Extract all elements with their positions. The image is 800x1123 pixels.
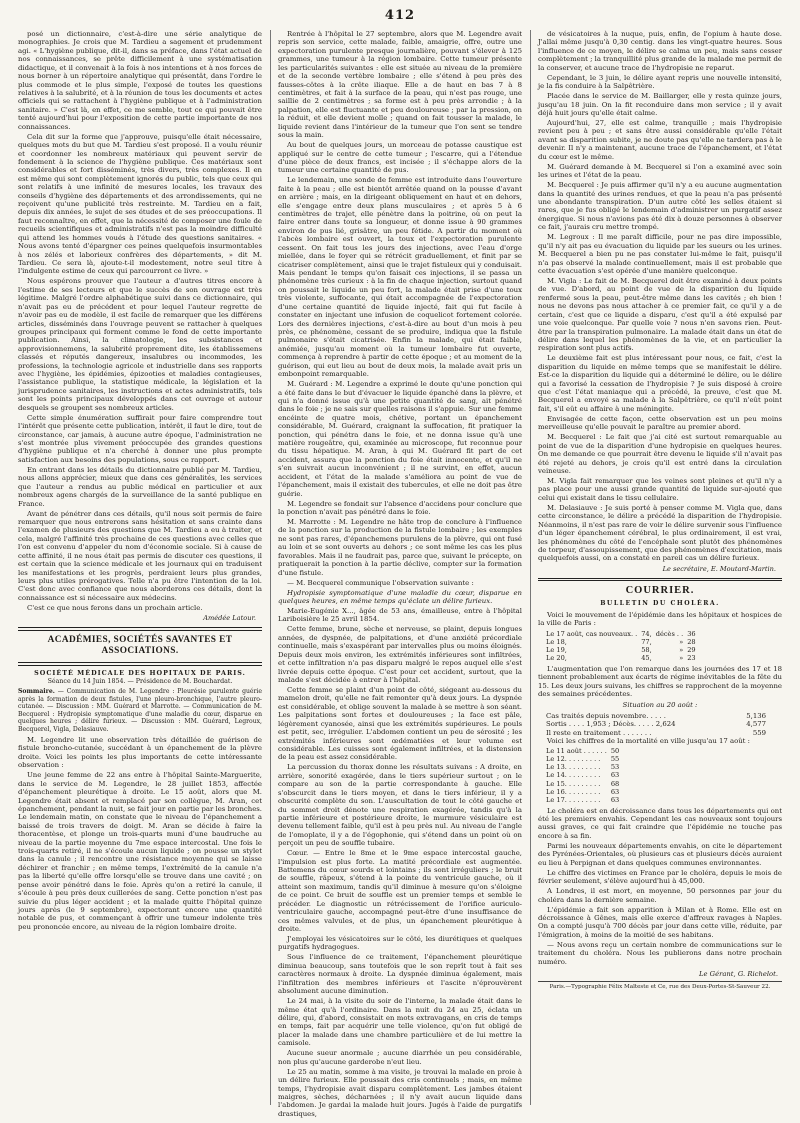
table-row bbox=[546, 780, 623, 788]
paragraph: Parmi les nouveaux départements envahis, on cite le département des Pyrénées-Orientales, où plusieurs cas et plusieurs décès auraient eu lieu à Perpignan et dans quelques communes environnantes. bbox=[538, 841, 782, 867]
situation-value: 559 bbox=[752, 728, 766, 737]
paragraph: Avant de pénétrer dans ces détails, qu'il nous soit permis de faire remarquer que nous entrerons sans hésitation et sans crainte dans l'examen de plusieurs des questions que M. Tardieu a eu à traiter, et cela, malgré l'affinité très prochaine de ces questions avec celles que l'on est convenu d'appeler du nom d'économie sociale. Si à cause de cette affinité, il ne nous était pas permis de discuter ces questions, il est certain que la science médicale et les journaux qui en traduisent les manifestations et les progrès, perdraient leurs plus grandes, leurs plus utiles prérogatives. Telle n'a pu être l'intention de la loi. C'est donc avec confiance que nous aborderons ces détails, dont la connaissance est si nécessaire aux médecins. bbox=[18, 509, 262, 602]
paragraph: Aujourd'hui, 27, elle est calme, tranquille ; mais l'hydropisie revient peu à peu ; et sans être aussi considérable qu'elle l'était avant sa disparition subite, je ne doute pas qu'elle ne tardera pas à le devenir. Il n'y a maintenant, aucune trace de l'épanchement, et l'état du cœur est le même. bbox=[538, 119, 782, 161]
table-cell: 58, bbox=[641, 645, 652, 654]
paragraph: J'employai les vésicatoires sur le côté, les diurétiques et quelques purgatifs hydragogues. bbox=[278, 935, 522, 952]
paragraph: Nous espérons prouver que l'auteur a d'autres titres encore à l'estime de ses lecteurs et que le succès de son ouvrage est très légitime. Malgré l'ordre alphabétique suivi dans ce dictionnaire, qui n'avait pas eu de précédent et pour lequel l'auteur regrette de n'avoir pas eu de modèle, il est facile de remarquer que les différens articles, disséminés dans l'ouvrage peuvent se rattacher à quelques groupes principaux qui forment comme le fond de cette importante publication. Ainsi, la climatologie, les subsistances et approvisionnemens, la salubrité proprement dite, les établissemens classés et réputés dangereux, insalubres ou incommodes, les professions, la technologie agricole et industrielle dans ses rapports avec l'hygiène, les épidémies, épizooties et maladies contagieuses, l'assistance publique, la statistique médicale, la législation et la jurisprudence sanitaires, les instructions et actes administratifs, tels sont les points principaux développés dans cet ouvrage et autour desquels se groupent ses nombreux articles. bbox=[18, 277, 262, 412]
article-author: Amédée Latour. bbox=[203, 614, 256, 623]
courrier-rule bbox=[538, 578, 782, 582]
gerant-signature: Le Gérant, G. Richelot. bbox=[698, 970, 778, 979]
table-cell: 68 bbox=[610, 779, 620, 788]
courrier-title: COURRIER. bbox=[625, 585, 695, 597]
paragraph: M. Legroux : Il me paraît difficile, pour ne pas dire impossible, qu'il n'y ait pas eu évacuation du liquide par les sueurs ou les urines. M. Becquerel a bien pu ne pas constater lui-même le fait, puisqu'il n'a pas observé la malade continuellement, mais il est probable que cette évacuation s'est opérée d'une manière quelconque. bbox=[538, 233, 782, 275]
situation-label: Sortis . . . . 1,953 ; Décès. . . . . 2,624 bbox=[546, 720, 676, 729]
society-name: SOCIÉTÉ MÉDICALE DES HOPITAUX DE PARIS. bbox=[34, 668, 246, 677]
table-cell: 63 bbox=[610, 787, 620, 796]
table-row bbox=[546, 796, 623, 804]
paragraph: Le 24 mai, à la visite du soir de l'interne, la malade était dans le même état qu'à l'ordinaire. Dans la nuit du 24 au 25, éclata un délire, qui, d'abord, consistait en mots extravagans, en cris de temps en temps, fait par acquérir une telle violence, qu'on fut obligé de placer la malade dans une chambre particulière et de lui mettre la camisole. bbox=[278, 997, 522, 1048]
sommaire bbox=[18, 688, 262, 733]
situation-title: Situation au 20 août : bbox=[622, 701, 698, 710]
paragraph: M. Legendre se fondait sur l'absence d'accidens pour conclure que la ponction n'avait pas pénétré dans le foie. bbox=[278, 499, 522, 516]
table-cell: » bbox=[679, 645, 684, 654]
printer-line: Paris.—Typographie Félix Malteste et Ce, rue des Deux-Portes-St-Sauveur 22. bbox=[538, 981, 782, 991]
table-row bbox=[546, 755, 623, 763]
column-3-discussion bbox=[538, 30, 782, 563]
table-cell: » bbox=[679, 653, 684, 662]
table-cell: 55 bbox=[610, 755, 620, 764]
table-cell: Le 17. . . . . . . . . bbox=[546, 795, 601, 804]
paragraph: de vésicatoires à la nuque, puis, enfin, de l'opium à haute dose. J'allai même jusqu'à 0,30 centig. dans les vingt-quatre heures. Sous l'influence de ce moyen, le délire se calma un peu, mais sans cesser complètement ; la tranquillité plus grande de la malade me permit de la conserver, et aucune trace de l'hydropisie ne reparut. bbox=[538, 30, 782, 72]
table-cell: Le 18, bbox=[546, 637, 567, 646]
academies-title: ACADÉMIES, SOCIÉTÉS SAVANTES ET ASSOCIATIONS. bbox=[47, 634, 233, 657]
paragraph: Une jeune femme de 22 ans entre à l'hôpital Sainte-Marguerite, dans le service de M. Legendre, le 28 juillet 1853, affectée d'épanchement pleurétique à droite. Le 15 août, alors que M. Legendre était absent et remplacé par son collègue, M. Aran, cet épanchement, pendant la nuit, se fait jour en partie par les bronches. Le lendemain matin, on constate que le niveau de l'épanchement a baissé de trois travers de doigt. M. Aran se décide à faire la thoracentèse, et plonge un trois-quarts muni d'une baudruche au niveau de la partie moyenne du 7me espace intercostal. Une fois le trois-quarts retiré, il ne s'écoule aucun liquide ; on pousse un stylet dans la canule ; il rencontre une résistance moyenne qui se laisse déchirer et franchir ; en même temps, l'extrémité de la canule n'a pas la liberté qu'elle offre lorsqu'elle se trouve dans une cavité ; on pense avoir pénétré dans le foie. Après qu'on a retiré la canule, il s'écoule à peu près deux cuillerées de sang. Cette ponction n'est pas suivie du plus léger accident ; et la malade quitte l'hôpital quinze jours après (le 9 septembre), expectorant encore une quantité notable de pus, et commençant à offrir une tumeur indolente très peu prononcée encore, au niveau de la région lombaire droite. bbox=[18, 771, 262, 931]
paragraph: Cœur. — Entre le 8me et le 9me espace intercostal gauche, l'impulsion est plus forte. La matité précordiale est augmentée. Battemens du cœur sourds et lointains ; ils sont irréguliers ; le bruit de souffle, râpeux, s'étend à la pointe du ventricule gauche, où il atteint son maximum, tandis qu'il diminue à mesure qu'on s'éloigne de ce point. Ce bruit de souffle est un premier temps et semble le précéder. Le diagnostic un rétrécissement de l'orifice auriculo-ventriculaire gauche, accompagné peut-être d'une insuffisance de ces mêmes valvules, et de plus, un épanchement pleurétique à droite. bbox=[278, 849, 522, 933]
paragraph: M. Guérard demande à M. Becquerel si l'on a examiné avec soin les urines et l'état de la peau. bbox=[538, 162, 782, 180]
situation-row bbox=[546, 720, 766, 728]
paragraph: Marie-Eugénie X..., âgée de 53 ans, émailleuse, entre à l'hôpital Lariboisière le 25 avril 1854. bbox=[278, 607, 522, 624]
table-cell: 28 bbox=[687, 637, 696, 646]
paragraph: En entrant dans les détails du dictionnaire publié par M. Tardieu, nous allons apprécier, mieux que dans ces généralités, les services que l'auteur a rendus au public médical en particulier et aux nombreux agens chargés de la surveillance de la santé publique en France. bbox=[18, 465, 262, 508]
section-rule bbox=[18, 627, 262, 631]
table-row bbox=[546, 630, 700, 638]
column-1 bbox=[18, 30, 262, 1105]
paragraph: M. Becquerel : Je puis affirmer qu'il n'y a eu aucune augmentation dans la quantité des urines rendues, et que la peau n'a pas présenté une abondante transpiration. D'un autre côté les selles étaient si rares, que je fus obligé le lendemain d'administrer un purgatif assez énergique. Si nous n'avions pas été dix à douze personnes à observer ce fait, j'aurais cru mettre trompé. bbox=[538, 181, 782, 232]
table-cell: 53 bbox=[610, 763, 620, 772]
observation-title: Hydropisie symptomatique d'une maladie du cœur, disparue en quelques heures, en même temps qu'éclate un délire furieux. bbox=[278, 588, 522, 605]
paragraph: Aucune sueur anormale ; aucune diarrhée un peu considérable, non plus qu'aucune garderobe n'eut lieu. bbox=[278, 1049, 522, 1066]
city-mortality-table bbox=[546, 747, 623, 803]
paragraph: M. Vigla : Le fait de M. Becquerel doit être examiné à deux points de vue. D'abord, au point de vue de la disparition du liquide renfermé sous la peau, peut-être même dans les cavités ; eh bien ! nous ne devons pas nous attacher à ce premier fait, ce qu'il y a de certain, c'est que ce liquide a disparu, c'est qu'il a été expulsé par une voie quelconque. Par quelle voie ? nous n'en savons rien. Peut-être par la transpiration pulmonaire. La malade était dans un état de délire dans lequel les phénomènes de la vie, et en particulier la respiration sont plus actifs. bbox=[538, 276, 782, 353]
paragraph: Le lendemain, une sonde de femme est introduite dans l'ouverture faite à la peau ; elle est bientôt arrêtée quand on la pousse d'avant en arrière ; mais, en la dirigeant obliquement en haut et en dehors, elle s'engage entre deux plans musculaires ; et après 5 à 6 centimètres de trajet, elle pénètre dans la poitrine, où on peut la faire entrer dans toute sa longueur, et donne issue à 90 grammes environ de pus lié, grisâtre, un peu fétide. A partir du moment où l'abcès lombaire est ouvert, la toux et l'expectoration purulente cessent. On fait tous les jours des injections, avec l'eau d'orge miellée, dans le foyer qui se rétrécit graduellement, et finit par se cicatriser complètement, ainsi que le trajet fistuleux qui y conduisait. Mais pendant le temps qu'on faisait ces injections, il se passa un phénomène très curieux : à la fin de chaque injection, surtout quand on poussait le liquide un peu fort, la malade était prise d'une toux très violente, suffocante, qui était accompagnée de l'expectoration d'une certaine quantité de liquide injecté, fait qui fut facile à constater en injectant une infusion de coquelicot fortement colorée. Lors des dernières injections, c'est-à-dire au bout d'un mois à peu près, ce phénomène, cessant de se produire, indiqua que la fistule pulmonaire s'était cicatrisée. Enfin la malade, qui était faible, anémiée, jusqu'au moment où la tumeur lombaire fut ouverte, commença à reprendre à partir de cette époque ; et au moment de la guérison, qui eut lieu au bout de deux mois, la malade avait pris un embonpoint remarquable. bbox=[278, 176, 522, 379]
paragraph: posé un dictionnaire, c'est-à-dire une série analytique de monographies. Je crois que M. Tardieu a sagement et prudemment agi. « L'hygiène publique, dit-il, dans sa préface, dans l'état actuel de nos connaissances, se prête difficilement à une systématisation didactique, et il convenait à la fois à nos intentions et à nos forces de nous borner à un répertoire analytique qui présentât, dans l'ordre le plus commode et le plus simple, l'exposé de toutes les questions relatives à la salubrité, et à la réunion de tous les documents et actes officiels qui se rattachent à l'hygiène publique et à l'administration sanitaire. » C'est là, en effet, ce me semble, tout ce qui pouvait être tenté aujourd'hui pour l'exposition de cette partie importante de nos connaissances. bbox=[18, 30, 262, 131]
paragraph: M. Becquerel : Le fait que j'ai cité est surtout remarquable au point de vue de la disparition d'une hydropisie en quelques heures. On me demande ce que pourrait être devenu le liquide s'il n'avait pas été rejeté au dehors, je crois qu'il est entré dans la circulation veineuse. bbox=[538, 433, 782, 476]
column-3 bbox=[530, 30, 782, 1105]
table-row bbox=[546, 763, 623, 771]
table-row bbox=[546, 646, 700, 654]
table-cell: Le 17 août, cas nouveaux. . bbox=[546, 629, 638, 638]
paragraph: Cependant, le 3 juin, le délire ayant repris une nouvelle intensité, je la fis conduire à la Salpêtrière. bbox=[538, 73, 782, 91]
paragraph: M. Delasiauve : Je suis porté à penser comme M. Vigla que, dans cette circonstance, le délire a précédé la disparition de l'hydropisie. Néanmoins, il n'est pas rare de voir le délire survenir sous l'influence d'un léger épanchement cérébral, le plus ordinairement, il est vrai, les phénomènes du côté de l'encéphale sont plutôt des phénomènes de torpeur, d'assoupissement, que des phénomènes d'excitation, mais quelquefois aussi, on a constaté en pareil cas un délire furieux. bbox=[538, 503, 783, 563]
situation-row bbox=[546, 729, 766, 737]
situation-row bbox=[546, 712, 766, 720]
city-mortality-intro: Voici les chiffres de la mortalité en ville jusqu'au 17 août : bbox=[547, 736, 750, 745]
table-cell: Le 20, bbox=[546, 653, 567, 662]
paragraph: Placée dans le service de M. Baillarger, elle y resta quinze jours, jusqu'au 18 juin. On la fit reconduire dans mon service ; il y avait déjà huit jours qu'elle était calme. bbox=[538, 92, 782, 117]
paragraph: — Nous avons reçu un certain nombre de communications sur le traitement du choléra. Nous les publierons dans notre prochain numéro. bbox=[538, 940, 782, 966]
bulletin-intro: Voici le mouvement de l'épidémie dans les hôpitaux et hospices de la ville de Paris : bbox=[538, 610, 782, 628]
paragraph: L'épidémie a fait son apparition à Milan et à Rome. Elle est en décroissance à Gênes, mais elle exerce d'affreux ravages à Naples. On a compté jusqu'à 700 décès par jour dans cette ville, réduite, par l'émigration, à moins de la moitié de ses habitans. bbox=[538, 905, 782, 939]
paragraph: Le deuxième fait est plus intéressant pour nous, ce fait, c'est la disparition du liquide en même temps que se manifestait le délire. Est-ce la disparition du liquide qui a déterminé le délire, ou le délire qui a favorisé la cessation de l'hydropisie ? Je suis disposé à croire que c'est l'état maniaque qui a précédé, la preuve, c'est que M. Becquerel a envoyé sa malade à la Salpêtrière, ce qu'il n'eût point fait, s'il eût eu affaire à une méningite. bbox=[538, 354, 782, 413]
table-cell: Le 16. . . . . . . . . bbox=[546, 787, 601, 796]
bulletin-title: BULLETIN DU CHOLÉRA. bbox=[600, 600, 720, 608]
bulletin-notes bbox=[538, 807, 782, 967]
table-cell: 50 bbox=[610, 747, 620, 756]
situation-value: 4,577 bbox=[746, 720, 766, 729]
column-2-article bbox=[278, 30, 522, 587]
table-cell: 29 bbox=[687, 645, 696, 654]
table-cell: 45, bbox=[641, 653, 652, 662]
situation-label: Il reste en traitement . . . . . . . bbox=[546, 728, 652, 737]
table-cell: 74, bbox=[641, 629, 652, 638]
table-cell: 77, bbox=[641, 637, 652, 646]
table-cell: Le 11 août . . . . . . bbox=[546, 747, 607, 756]
paragraph: Cette simple énumération suffirait pour faire comprendre tout l'intérêt que présente cette publication, intérêt, il faut le dire, tout de circonstance, car jamais, à aucune autre époque, l'administration ne s'est montrée plus vivement préoccupée des grandes questions d'hygiène publique et n'a cherché à donner une plus prompte satisfaction aux besoins des populations, sous ce rapport. bbox=[18, 413, 262, 464]
secretary-signature: Le secrétaire, E. Moutard-Martin. bbox=[662, 564, 776, 573]
paragraph: Le choléra est en décroissance dans tous les départements qui ont été les premiers envahis. Cependant les cas nouveaux sont toujours aussi graves, ce qui fait craindre que l'épidémie ne touche pas encore à sa fin. bbox=[538, 806, 782, 840]
session-info: Séance du 14 Juin 1854. — Présidence de M. Bouchardat. bbox=[47, 677, 233, 685]
table-cell: Le 14. . . . . . . . . bbox=[546, 771, 601, 780]
table-row bbox=[546, 638, 700, 646]
table-cell: » bbox=[679, 637, 684, 646]
column-2 bbox=[270, 30, 522, 1118]
table-row bbox=[546, 771, 623, 779]
table-cell: Le 12. . . . . . . . . bbox=[546, 755, 601, 764]
hospital-cases-table bbox=[546, 630, 700, 662]
paragraph: Le chiffre des victimes en France par le choléra, depuis le mois de février seulement, s'élève aujourd'hui à 45,000. bbox=[538, 868, 782, 886]
paragraph: Au bout de quelques jours, un morceau de potasse caustique est appliqué sur le centre de cette tumeur ; l'escarre, qui a l'étendue d'une pièce de deux francs, est incisée ; il s'échappe alors de la tumeur une certaine quantité de pus. bbox=[278, 141, 522, 175]
paragraph: Le 25 au matin, somme à ma visite, je trouvai la malade en proie à un délire furieux. Elle poussait des cris continuels ; mais, en même temps, l'hydropisie avait disparu complètement. Les jambes étaient maigres, sèches, décharnées ; il n'y avait aucun liquide dans l'abdomen. Je gardai la malade huit jours. Jugés à l'aide de purgatifs drastiques, bbox=[278, 1067, 522, 1118]
paragraph: Cette femme se plaint d'un point de côté, siégeant au-dessous du mamelon droit, qu'elle ne fait remonter qu'à deux jours. La dyspnée est considérable, et oblige souvent la malade à se mettre à son séant. Les palpitations sont fortes et douloureuses ; la face est pâle, légèrement cyanosée, ainsi que les extrémités supérieures. Le pouls est petit, sec, irrégulier. L'abdomen contient un peu de sérosité ; les extrémités inférieures sont œdématiées et leur volume est considérable. Les cuisses sont également infiltrées, et la distension de la peau est assez considérable. bbox=[278, 686, 522, 762]
paragraph: C'est ce que nous ferons dans un prochain article. bbox=[27, 603, 203, 612]
paragraph: Cela dit sur la forme que j'approuve, puisqu'elle était nécessaire, quelques mots du but que M. Tardieu s'est proposé. Il a voulu réunir et coordonner les nombreux matériaux qui peuvent servir de fondement à la science de l'hygiène publique. Ces matériaux sont considérables et fort disséminés, très divers, très complexes. Il en est même qui sont complètement ignorés du public, tels que ceux qui sont relatifs à une infinité de mesures locales, les travaux des conseils d'hygiène des départements et des arrondissements, qui ne reçoivent qu'une publicité très restreinte. M. Tardieu en a fait, depuis dix années, le sujet de ses études et de ses préoccupations. Il faut reconnaître, en effet, que la nécessité de composer une foule de recueils scientifiques et administratifs n'est pas la moindre difficulté qui attend les hommes voués à l'étude des questions sanitaires. « Nous avons tenté d'épargner ces peines quelquefois insurmontables à nos zélés et laborieux confrères des départements, » dit M. Tardieu. Ce sera là, ajoute-t-il modestement, notre seul titre à l'indulgente estime de ceux qui parcourront ce livre. » bbox=[18, 132, 262, 276]
paragraph: Cette femme, brune, sèche et nerveuse, se plaint, depuis longues années, de dyspnée, de palpitations, et d'une anxiété précordiale continuelle, mais s'exaspérant par intervalles plus ou moins éloignés. Depuis deux mois environ, les extrémités inférieures sont infiltrées, et cette infiltration n'a pas disparu malgré le repos auquel elle s'est livrée depuis cette époque. C'est pour cet accident, surtout, que la malade s'est décidée à entrer à l'hôpital. bbox=[278, 625, 522, 684]
column-1-article bbox=[18, 30, 262, 612]
paragraph: M. Guérard : M. Legendre a exprimé le doute qu'une ponction qui a été faite dans le but d'évacuer le liquide épanché dans la plèvre, et qui n'a donné issue qu'à une petite quantité de sang, ait pénétré dans le foie ; je ne sais sur quelles raisons il s'appuie. Sur une femme encéinte de quatre mois, chétive, portant un épanchement considérable, M. Guérard, craignant la suffocation, fit pratiquer la ponction, qui pénétra dans le foie, et ne donna issue qu'à une matière rougeâtre, qui, examinée au microscope, fut reconnue pour du tissu hépatique. M. Aran, à qui M. Guérard fit part de cet accident, assura que la ponction du foie était innocente, et qu'il ne s'en suivrait aucun inconvénient ; il ne survint, en effet, aucun accident, et l'état de la malade s'améliora au point de vue de l'épanchement, mais il existait des tubercules, et elle ne doit pas être guérie. bbox=[278, 380, 522, 498]
paragraph: Sous l'influence de ce traitement, l'épanchement pleurétique diminua beaucoup, sans toutefois que le son reprît tout à fait ses caractères normaux à droite. La dyspnée diminua également, mais l'infiltration des membres inférieurs et l'ascite n'éprouvèrent absolument aucune diminution. bbox=[278, 953, 522, 996]
paragraph: — M. Becquerel communique l'observation suivante : bbox=[287, 578, 474, 587]
situation-summary bbox=[538, 712, 782, 737]
table-cell: 63 bbox=[610, 771, 620, 780]
table-cell: Le 19, bbox=[546, 645, 567, 654]
table-cell: Le 15. . . . . . . . . bbox=[546, 779, 601, 788]
bulletin-comment: L'augmentation que l'on remarque dans les journées des 17 et 18 tiennent probablement aux écarts de régime inévitables de la fête du 15. Les deux jours suivans, les chiffres se rapprochent de la moyenne des semaines précédentes. bbox=[538, 664, 782, 698]
table-cell: 36 bbox=[687, 629, 696, 638]
situation-value: 5,136 bbox=[746, 711, 766, 720]
table-cell: 63 bbox=[610, 795, 620, 804]
page-number: 412 bbox=[384, 8, 416, 23]
table-row bbox=[546, 654, 700, 662]
column-1-report bbox=[18, 736, 262, 931]
columns bbox=[18, 30, 783, 1118]
table-cell: Le 13. . . . . . . . . bbox=[546, 763, 601, 772]
table-row bbox=[546, 747, 623, 755]
paragraph: A Londres, il est mort, en moyenne, 50 personnes par jour du choléra dans la dernière semaine. bbox=[538, 887, 782, 904]
section-rule-bottom bbox=[18, 662, 262, 666]
paragraph: M. Vigla fait remarquer que les veines sont pleines et qu'il n'y a pas place pour une aussi grande quantité de liquide sur-ajouté que celui qui existait dans le tissu cellulaire. bbox=[538, 477, 782, 502]
sommaire-label: Sommaire. bbox=[18, 688, 55, 696]
sommaire-text: — Communication de M. Legendre : Pleurésie purulente guérie après la formation de deux fistules, l'une pleuro-bronchique, l'autre pleuro-cutanée. — Discussion : MM. Guérard et Marrotte. — Communication de M. Becquerel : Hydropisie symptomatique d'une maladie du cœur, disparue en quelques heures ; délire furieux. — Discussion : MM. Guérard, Legroux, Becquerel, Vigla, Delasiauve. bbox=[18, 688, 263, 733]
table-row bbox=[546, 788, 623, 796]
paragraph: M. Marrotte : M. Legendre ne hâte trop de conclure à l'influence de la ponction sur la production de la fistule lombaire ; les exemples ne sont pas rares, d'épanchemens purulens de la plèvre, qui ont fusé au loin et se sont ouverts au dehors ; ce sont même les cas les plus favorables. Mais il ne faudrait pas, parce que, suivant le précepte, on pratiquerait la ponction à la partie déclive, compter sur la formation d'une fistule. bbox=[278, 518, 522, 577]
table-cell: 23 bbox=[687, 653, 696, 662]
table-cell: décès . . bbox=[655, 629, 684, 638]
paragraph: M. Legendre lit une observation très détaillée de guérison de fistule broncho-cutanée, succédant à un épanchement de la plèvre droite. Voici les points les plus importants de cette intéressante observation : bbox=[18, 735, 262, 770]
paragraph: Rentrée à l'hôpital le 27 septembre, alors que M. Legendre avait repris son service, cette malade, faible, amaigrie, offre, outre une expectoration purulente presque journalière, pouvant s'élever à 125 grammes, une tumeur à la région lombaire. Cette tumeur présente les particularités suivantes : elle est située au niveau de la première et de la seconde vertèbre lombaire ; elle s'étend à peu près des fausses-côtes à la crête iliaque. Elle a de haut en bas 7 à 8 centimètres, et fait à la surface de la peau, qui n'est pas rouge, une saillie de 2 centimètres ; sa forme est à peu près arrondie ; à la palpation, elle est fluctuante et peu douloureuse ; par la pression, on la réduit, et elle devient molle ; quand on fait tousser la malade, le liquide revient dans l'intérieur de la tumeur que l'on sent se tendre sous la main. bbox=[278, 30, 522, 140]
column-2-observation bbox=[278, 607, 522, 1118]
paragraph: La percussion du thorax donne les résultats suivans : A droite, en arrière, sonorité exagérée, dans le tiers supérieur surtout ; on le compare au son de la partie correspondante à gauche. Elle s'obscurcit dans le tiers moyen, et dans le tiers inférieur, il y a obscurité complète du son. L'auscultation de tout le côté gauche et du sommet droit dénote une respiration exagérée, tandis qu'à la partie inférieure et postérieure droite, le murmure vésiculaire est devenu tellement faible, qu'il est à peu près nul. Au niveau de l'angle de l'omoplate, il y a de l'égophonie, qui s'étend dans un point où on perçoit un peu de souffle tubaire. bbox=[278, 763, 522, 848]
paragraph: Envisagée de cette façon, cette observation est un peu moins merveilleuse qu'elle pouvait le paraître au premier abord. bbox=[538, 414, 782, 432]
situation-label: Cas traités depuis novembre. . . . . bbox=[546, 711, 666, 720]
